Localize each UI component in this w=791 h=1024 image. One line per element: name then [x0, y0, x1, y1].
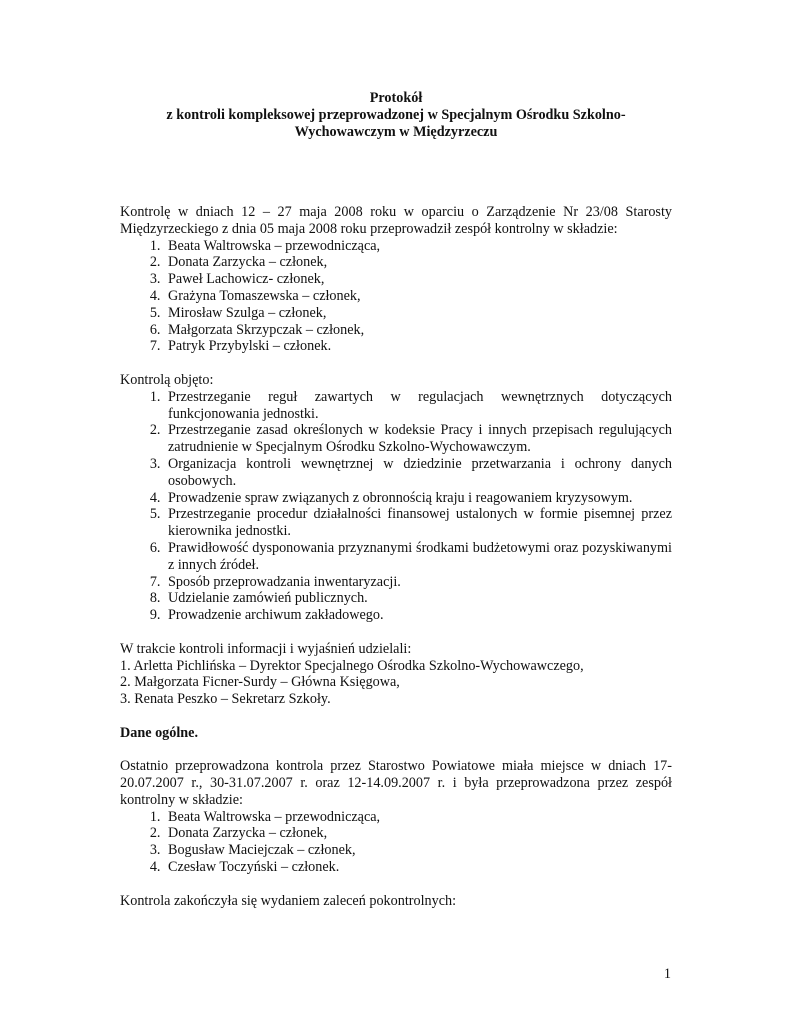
title-line-2: z kontroli kompleksowej przeprowadzonej w Specjalnym Ośrodku Szkolno- [166, 107, 626, 123]
spacer [120, 876, 672, 893]
spacer [120, 742, 672, 759]
team-member: 7. Patryk Przybylski – członek. [164, 338, 672, 355]
informants-list [120, 658, 672, 708]
scope-item: 8. Udzielanie zamówień publicznych. [164, 590, 672, 607]
document-title [120, 90, 672, 141]
previous-team-member: 1. Beata Waltrowska – przewodnicząca, [164, 809, 672, 826]
informant: 1. Arletta Pichlińska – Dyrektor Specjalnego Ośrodka Szkolno-Wychowawczego, [120, 657, 584, 674]
team-list [120, 238, 672, 356]
scope-item: 4. Prowadzenie spraw związanych z obronnością kraju i reagowaniem kryzysowym. [164, 490, 672, 507]
previous-team-member: 4. Czesław Toczyński – członek. [164, 859, 672, 876]
scope-heading: Kontrolą objęto: [120, 371, 214, 388]
spacer [120, 355, 672, 372]
closing-paragraph: Kontrola zakończyła się wydaniem zaleceń pokontrolnych: [120, 892, 457, 909]
scope-item: 3. Organizacja kontroli wewnętrznej w dziedzinie przetwarzania i ochrony danych osobowych. [164, 456, 672, 490]
scope-item: 1. Przestrzeganie reguł zawartych w regulacjach wewnętrznych dotyczących funkcjonowania jednostki. [164, 389, 672, 423]
previous-team-member: 2. Donata Zarzycka – członek, [164, 825, 672, 842]
scope-list [120, 389, 672, 624]
informants-heading: W trakcie kontroli informacji i wyjaśnień udzielali: [120, 640, 412, 657]
scope-item: 6. Prawidłowość dysponowania przyznanymi środkami budżetowymi oraz pozyskiwanymi z innych źródeł. [164, 540, 672, 574]
team-member: 5. Mirosław Szulga – członek, [164, 305, 672, 322]
section-heading-general: Dane ogólne. [120, 724, 199, 741]
scope-item: 5. Przestrzeganie procedur działalności finansowej ustalonych w formie pisemnej przez kierownika jednostki. [164, 506, 672, 540]
scope-item: 9. Prowadzenie archiwum zakładowego. [164, 607, 672, 624]
informant: 3. Renata Peszko – Sekretarz Szkoły. [120, 691, 331, 708]
previous-team-list [120, 809, 672, 876]
title-line-1: Protokół [369, 90, 423, 106]
team-member: 2. Donata Zarzycka – członek, [164, 254, 672, 271]
page-number: 1 [663, 966, 671, 982]
team-member: 3. Paweł Lachowicz- członek, [164, 271, 672, 288]
title-line-3: Wychowawczym w Międzyrzeczu [294, 124, 498, 140]
scope-item: 2. Przestrzeganie zasad określonych w kodeksie Pracy i innych przepisach regulujących zatrudnienie w Specjalnym Ośrodku Szkolno-Wychowawczym. [164, 422, 672, 456]
previous-team-member: 3. Bogusław Maciejczak – członek, [164, 842, 672, 859]
team-member: 6. Małgorzata Skrzypczak – członek, [164, 322, 672, 339]
scope-item: 7. Sposób przeprowadzania inwentaryzacji. [164, 574, 672, 591]
intro-paragraph: Kontrolę w dniach 12 – 27 maja 2008 roku w oparciu o Zarządzenie Nr 23/08 Starosty Międzyrzeckiego z dnia 05 maja 2008 roku przeprowadził zespół kontrolny w składzie: [120, 204, 672, 237]
team-member: 4. Grażyna Tomaszewska – członek, [164, 288, 672, 305]
team-member: 1. Beata Waltrowska – przewodnicząca, [164, 238, 672, 255]
spacer [120, 708, 672, 725]
informant: 2. Małgorzata Ficner-Surdy – Główna Księgowa, [120, 674, 400, 691]
spacer [120, 624, 672, 641]
previous-control-paragraph: Ostatnio przeprowadzona kontrola przez Starostwo Powiatowe miała miejsce w dniach 17-20.07.2007 r., 30-31.07.2007 r. oraz 12-14.09.2007 r. i była przeprowadzona przez zespół kontrolny w składzie: [120, 758, 672, 808]
document-body [120, 204, 672, 909]
